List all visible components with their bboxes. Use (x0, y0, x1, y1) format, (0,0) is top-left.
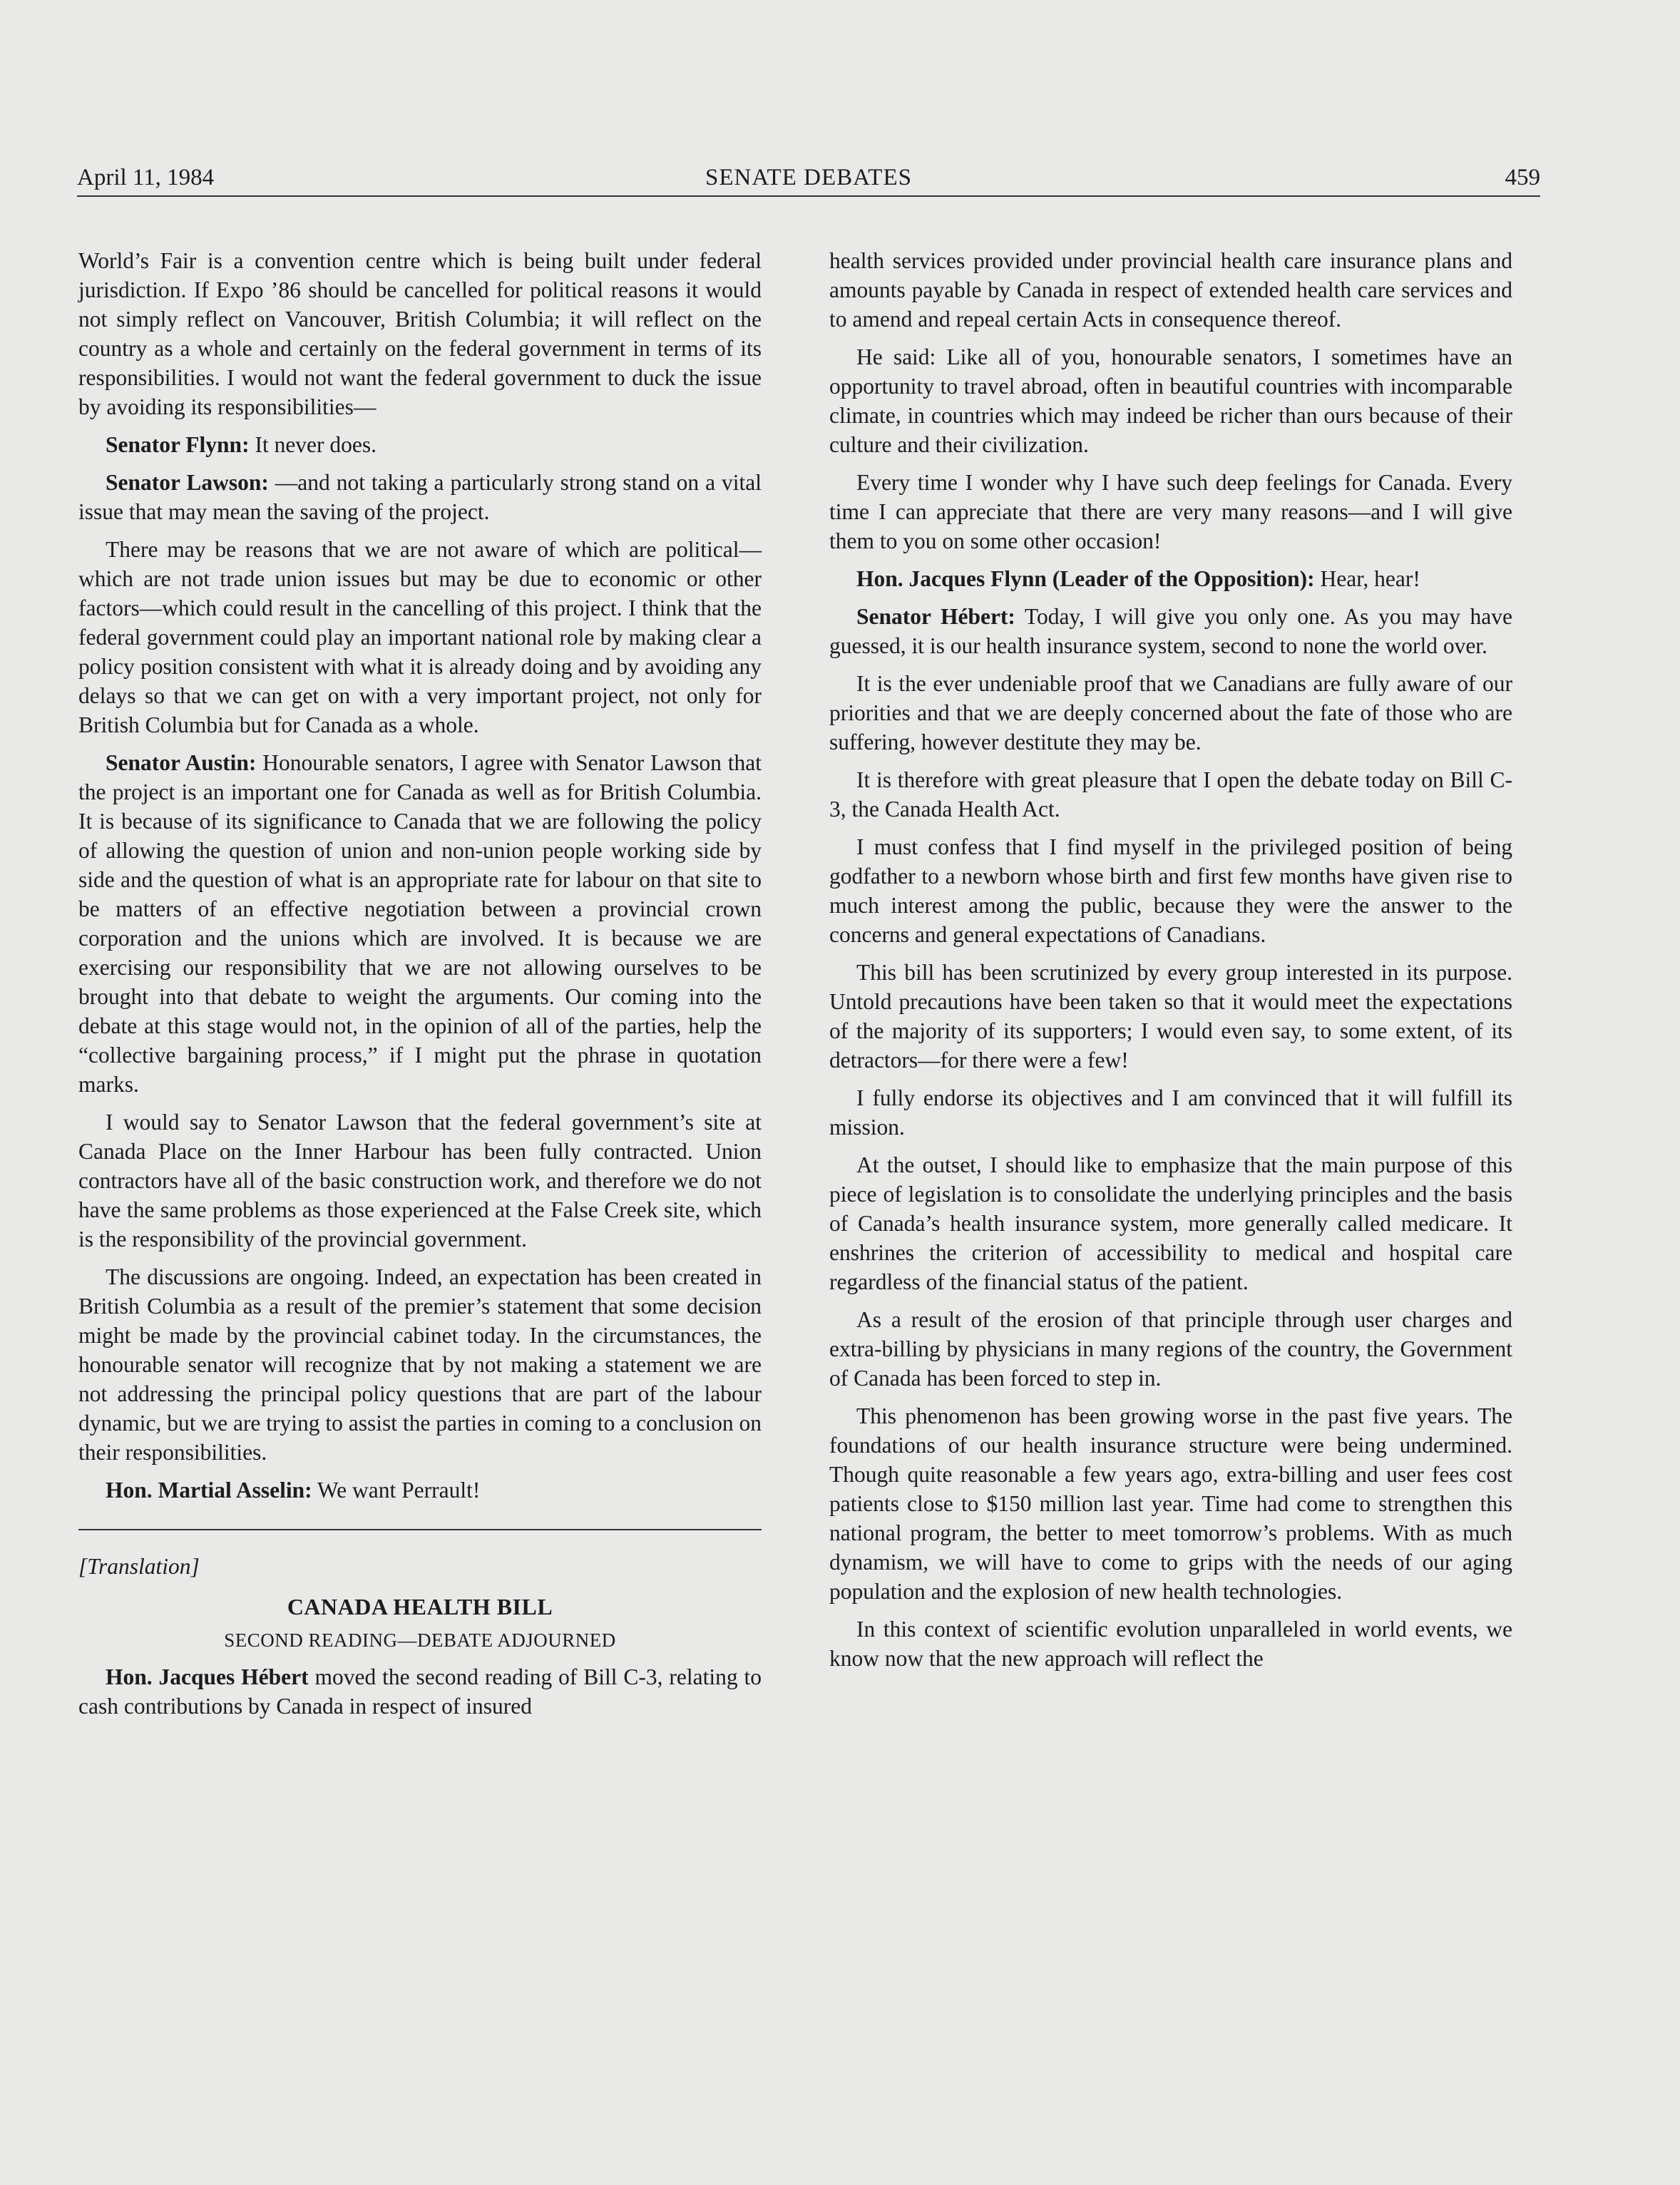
paragraph (829, 602, 1512, 660)
paragraph (78, 468, 762, 526)
paragraph: At the outset, I should like to emphasize that the main purpose of this piece of legislation is to consolidate the underlying principles and the basis of Canada’s health insurance system, more generally called medicare. It enshrines the criterion of accessibility to medical and hospital care regardless of the financial status of the patient. (829, 1152, 1512, 1294)
paragraph: He said: Like all of you, honourable senators, I sometimes have an opportunity to travel abroad, often in beautiful countries with incomparable climate, in countries which may indeed be richer than ours because of their culture and their civilization. (829, 344, 1512, 457)
paragraph: It is the ever undeniable proof that we Canadians are fully aware of our priorities and that we are deeply concerned about the fate of those who are suffering, however destitute they may be. (829, 671, 1512, 754)
paragraph (78, 748, 762, 1099)
section-subtitle: SECOND READING—DEBATE ADJOURNED (224, 1629, 616, 1651)
speech-text: —and not taking a particularly strong stand on a vital issue that may mean the saving of the project. (78, 470, 762, 524)
paragraph (78, 1475, 762, 1505)
header-title: SENATE DEBATES (705, 165, 912, 190)
translation-label: [Translation] (78, 1554, 200, 1579)
paragraph (78, 1662, 762, 1721)
speech-text: We want Perrault! (312, 1478, 481, 1503)
page-number: 459 (1505, 165, 1540, 190)
page-header (77, 160, 1540, 195)
paragraph: health services provided under provincial health care insurance plans and amounts payable by Canada in respect of extended health care services and to amend and repeal certain Acts in consequence thereof. (829, 248, 1512, 332)
paragraph: This phenomenon has been growing worse in the past five years. The foundations of our health insurance structure were being undermined. Though quite reasonable a few years ago, extra-billing and user fees cost patients close to $150 million last year. Time had come to strengthen this national program, the better to meet tomorrow’s problems. With as much dynamism, we will have to come to grips with the needs of our aging population and the explosion of new health technologies. (829, 1403, 1512, 1604)
speaker-name: Hon. Martial Asselin: (106, 1478, 312, 1503)
paragraph: This bill has been scrutinized by every group interested in its purpose. Untold precautions have been taken so that it would meet the expectations of the majority of its supporters; I would even say, to some extent, of its detractors—for there were a few! (829, 960, 1512, 1073)
section-divider (78, 1529, 762, 1530)
paragraph (78, 430, 762, 459)
paragraph: There may be reasons that we are not aware of which are political—which are not trade union issues but may be due to economic or other factors—which could result in the cancelling of this project. I think that the federal government could play an important national role by making clear a policy position consistent with what it is already doing and by avoiding any delays so that we can get on with a very important project, not only for British Columbia but for Canada as a whole. (78, 537, 762, 737)
speaker-name: Hon. Jacques Flynn (Leader of the Opposition): (856, 566, 1315, 591)
section-title: CANADA HEALTH BILL (287, 1594, 553, 1619)
speaker-name: Senator Lawson: (106, 470, 269, 495)
paragraph (829, 564, 1512, 593)
speech-text: It never does. (249, 432, 377, 457)
speaker-name: Hon. Jacques Hébert (106, 1664, 309, 1689)
speaker-name: Senator Hébert: (856, 604, 1015, 629)
paragraph: In this context of scientific evolution unparalleled in world events, we know now that the new approach will reflect the (829, 1617, 1512, 1671)
paragraph: I fully endorse its objectives and I am convinced that it will fulfill its mission. (829, 1085, 1512, 1140)
paragraph: World’s Fair is a convention centre which is being built under federal jurisdiction. If Expo ’86 should be cancelled for political reasons it would not simply reflect on Vancouver, British Columbia; it will reflect on the country as a whole and certainly on the federal government in terms of its responsibilities. I would not want the federal government to duck the issue by avoiding its responsibilities— (78, 248, 762, 419)
speech-text: Honourable senators, I agree with Senator Lawson that the project is an important one for Canada as well as for British Columbia. It is because of its significance to Canada that we are following the policy of allowing the question of union and non-union people working side by side and the question of what is an appropriate rate for labour on that site to be matters of an effective negotiation between a provincial crown corporation and the unions which are involved. It is because we are exercising our responsibility that we are not allowing ourselves to be brought into that debate to weight the arguments. Our coming into the debate at this stage would not, in the opinion of all of the parties, help the “collective bargaining process,” if I might put the phrase in quotation marks. (78, 750, 762, 1097)
speech-text: Hear, hear! (1314, 566, 1420, 591)
paragraph: Every time I wonder why I have such deep feelings for Canada. Every time I can appreciate that there are very many reasons—and I will give them to you on some other occasion! (829, 470, 1512, 553)
header-date: April 11, 1984 (77, 165, 215, 190)
paragraph: As a result of the erosion of that principle through user charges and extra-billing by physicians in many regions of the country, the Government of Canada has been forced to step in. (829, 1307, 1512, 1391)
header-rule (77, 195, 1540, 197)
paragraph: The discussions are ongoing. Indeed, an expectation has been created in British Columbia as a result of the premier’s statement that some decision might be made by the provincial cabinet today. In the circumstances, the honourable senator will recognize that by not making a statement we are not addressing the principal policy questions that are part of the labour dynamic, but we are trying to assist the parties in coming to a conclusion on their responsibilities. (78, 1264, 762, 1465)
right-column (829, 246, 1512, 1682)
paragraph: I would say to Senator Lawson that the federal government’s site at Canada Place on the Inner Harbour has been fully contracted. Union contractors have all of the basic construction work, and therefore we do not have the same problems as those experienced at the False Creek site, which is the responsibility of the provincial government. (78, 1110, 762, 1252)
left-column (78, 246, 762, 1729)
paragraph: I must confess that I find myself in the privileged position of being godfather to a newborn whose birth and first few months have given rise to much interest among the public, because they were the answer to the concerns and general expectations of Canadians. (829, 834, 1512, 947)
speech-text: Today, I will give you only one. As you may have guessed, it is our health insurance system, second to none the world over. (829, 604, 1512, 658)
speaker-name: Senator Flynn: (106, 432, 250, 457)
speaker-name: Senator Austin: (106, 750, 257, 775)
speech-text: moved the second reading of Bill C-3, relating to cash contributions by Canada in respect of insured (78, 1664, 762, 1719)
paragraph: It is therefore with great pleasure that I open the debate today on Bill C-3, the Canada Health Act. (829, 767, 1512, 822)
